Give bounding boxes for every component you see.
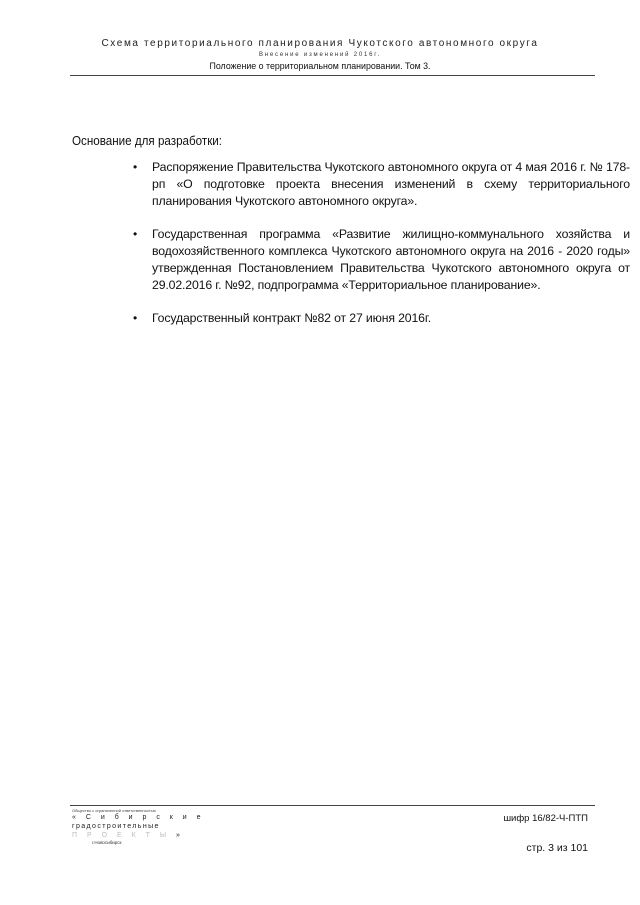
logo-projects-word: П Р О Е К Т Ы xyxy=(72,832,171,839)
logo-closing-quote: » xyxy=(176,832,184,839)
bullet-icon: • xyxy=(133,311,138,325)
list-item-text: Распоряжение Правительства Чукотского автономного округа от 4 мая 2016 г. № 178-рп «О подготовке проекта внесения изменений в схему территориального планирования Чукотского автономного округа». xyxy=(152,160,630,208)
list-item xyxy=(72,310,592,327)
list-item xyxy=(72,159,630,210)
logo-city: г.Новосибирск xyxy=(92,840,122,845)
header-divider xyxy=(70,75,595,76)
basis-heading: Основание для разработки: xyxy=(72,134,223,148)
page-header xyxy=(0,38,640,73)
volume-title: Положение о территориальном планировании. Том 3. xyxy=(209,61,431,72)
document-title: Схема территориального планирования Чукотского автономного округа xyxy=(101,38,539,49)
main-content xyxy=(72,133,630,343)
document-cipher: шифр 16/82-Ч-ПТП xyxy=(503,813,588,824)
document-subtitle: Внесение изменений 2016г. xyxy=(258,52,382,58)
bullet-icon: • xyxy=(133,160,138,174)
logo-line-2: градостроительные xyxy=(72,823,160,830)
company-logo xyxy=(72,808,205,846)
logo-line-3 xyxy=(72,831,182,840)
footer-divider xyxy=(70,805,595,806)
list-item xyxy=(72,226,630,294)
list-item-text: Государственная программа «Развитие жилищно-коммунального хозяйства и водохозяйственного комплекса Чукотского автономного округа на 2016 - 2020 годы» утвержденная Постановлением Правительства Чукотского автономного округа от 29.02.2016 г. №92, подпрограмма «Территориальное планирование». xyxy=(152,227,630,292)
list-item-text: Государственный контракт №82 от 27 июня 2016г. xyxy=(152,311,431,325)
basis-list xyxy=(72,159,630,327)
logo-company-form: Общество с ограниченной ответственностью xyxy=(72,808,156,813)
logo-line-1: « С и б и р с к и е xyxy=(72,814,205,821)
bullet-icon: • xyxy=(133,227,138,241)
page-number: стр. 3 из 101 xyxy=(526,842,588,854)
